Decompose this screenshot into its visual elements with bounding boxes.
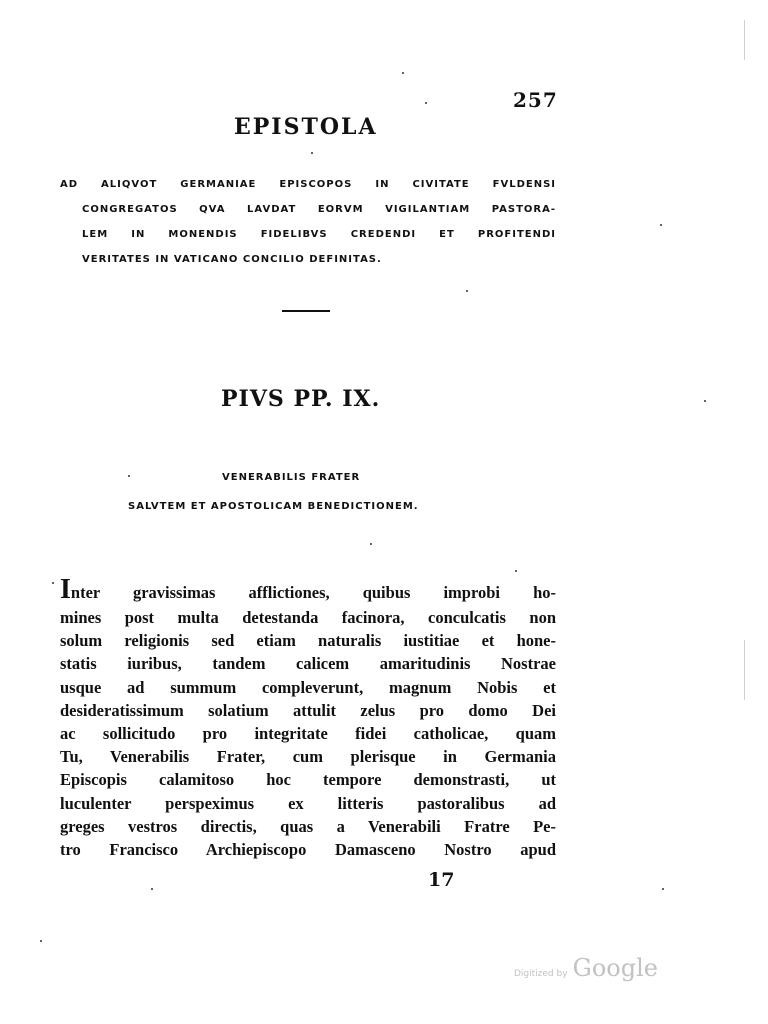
document-subtitle: [60, 176, 556, 276]
body-text: [60, 574, 556, 861]
google-watermark: [514, 954, 658, 982]
subtitle-line: CONGREGATOS QVA LAVDAT EORVM VIGILANTIAM PASTORA-: [82, 204, 556, 215]
scan-speck: [515, 570, 517, 572]
scan-speck: [402, 72, 404, 74]
body-line: statis iuribus, tandem calicem amaritudinis Nostrae: [60, 654, 556, 674]
subtitle-line: AD ALIQVOT GERMANIAE EPISCOPOS IN CIVITATE FVLDENSI: [60, 179, 556, 190]
watermark-small-text: Digitized by: [514, 969, 568, 979]
body-line: mines post multa detestanda facinora, conculcatis non: [60, 608, 556, 627]
salutation-line: VENERABILIS FRATER: [222, 472, 361, 483]
body-line: usque ad summum compleverunt, magnum Nobis et: [60, 677, 556, 697]
body-line: ac sollicitudo pro integritate fidei catholicae, quam: [60, 723, 556, 743]
body-line: solum religionis sed etiam naturalis iustitiae et hone-: [60, 631, 556, 651]
scan-speck: [40, 940, 42, 942]
body-line: Tu, Venerabilis Frater, cum plerisque in Germania: [60, 747, 556, 767]
body-line: tro Francisco Archiepiscopo Damasceno Nostro apud: [60, 839, 556, 859]
scan-speck: [128, 475, 130, 477]
scan-speck: [151, 888, 153, 890]
subtitle-line: VERITATES IN VATICANO CONCILIO DEFINITAS.: [82, 254, 382, 265]
section-heading: PIVS PP. IX.: [221, 386, 381, 412]
scan-speck: [52, 582, 54, 584]
document-title: EPISTOLA: [234, 114, 378, 140]
page-edge: [744, 640, 745, 700]
watermark-logo-text: Google: [572, 954, 658, 982]
body-line: luculenter perspeximus ex litteris pastoralibus ad: [60, 793, 556, 813]
scan-speck: [311, 152, 313, 154]
body-line: Episcopis calamitoso hoc tempore demonstrasti, ut: [60, 770, 556, 790]
scan-speck: [662, 888, 664, 890]
scan-speck: [704, 400, 706, 402]
scan-speck: [660, 224, 662, 226]
scan-speck: [370, 543, 372, 545]
body-line-text: nter gravissimas afflictiones, quibus improbi ho-: [70, 583, 556, 602]
body-line: desideratissimum solatium attulit zelus pro domo Dei: [60, 700, 556, 720]
salutation-line: SALVTEM ET APOSTOLICAM BENEDICTIONEM.: [128, 501, 419, 512]
body-line: greges vestros directis, quas a Venerabili Fratre Pe-: [60, 816, 556, 836]
scan-speck: [466, 290, 468, 292]
scan-speck: [425, 102, 427, 104]
subtitle-line: LEM IN MONENDIS FIDELIBVS CREDENDI ET PROFITENDI: [82, 229, 556, 240]
dropcap: I: [60, 574, 71, 605]
body-line: [60, 574, 556, 606]
page-edge: [744, 20, 745, 60]
page-number: 257: [513, 88, 558, 112]
signature-mark: 17: [428, 869, 455, 891]
section-divider: [282, 310, 330, 312]
